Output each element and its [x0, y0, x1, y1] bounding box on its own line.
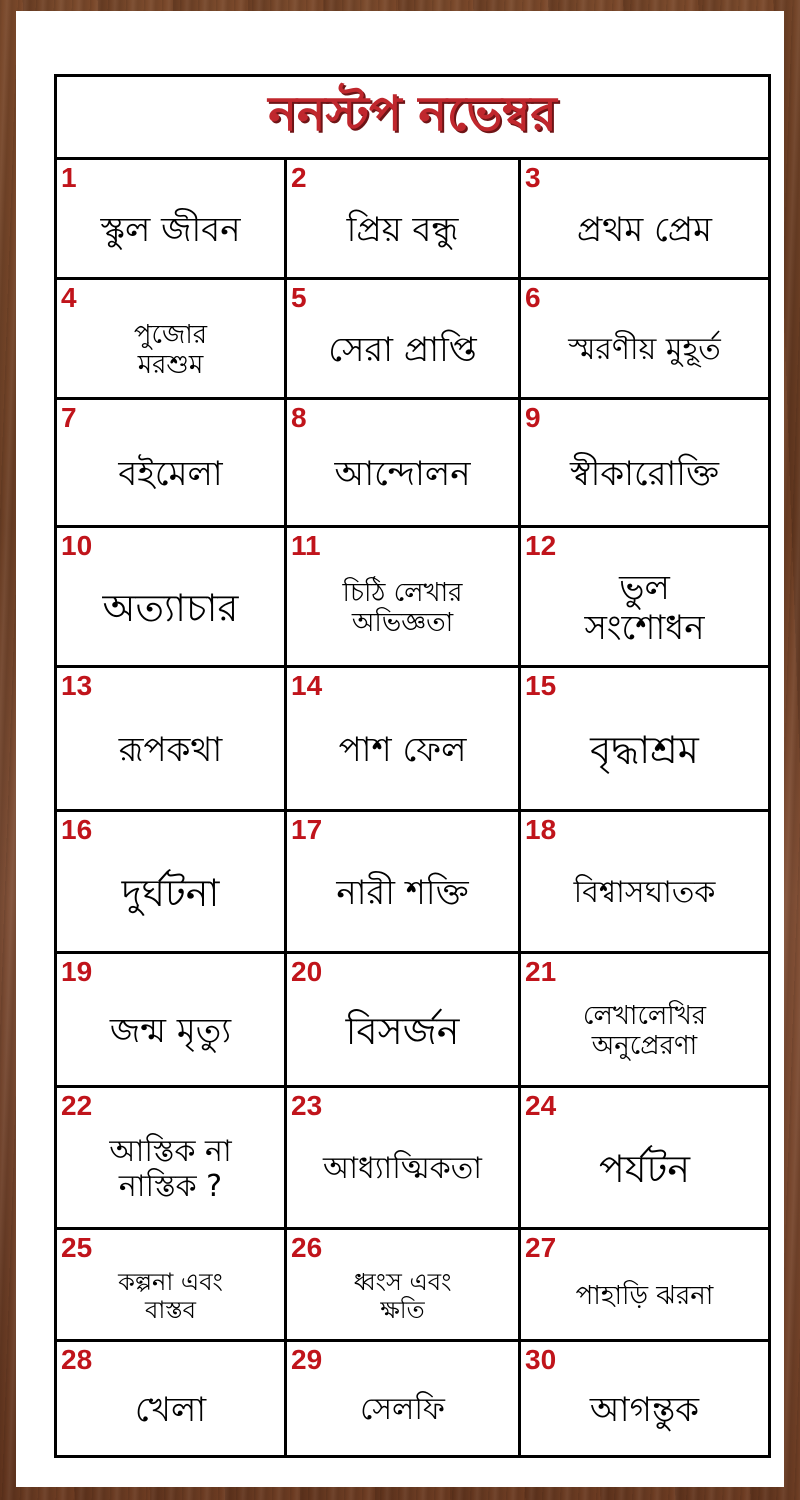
topic-line: আন্দোলন [334, 453, 471, 494]
grid-row [57, 280, 768, 400]
day-number: 15 [525, 670, 557, 701]
topic-line: বিসর্জন [345, 1008, 460, 1053]
topic-line: অনুপ্রেরণা [591, 1030, 698, 1061]
day-topic [57, 1254, 284, 1339]
day-topic [287, 978, 518, 1085]
day-cell [287, 528, 521, 665]
day-cell [521, 160, 768, 277]
day-number: 5 [291, 282, 307, 313]
day-cell [57, 812, 287, 951]
day-topic [287, 304, 518, 397]
topic-line: কল্পনা এবং [118, 1267, 223, 1296]
topic-line: মরশুম [137, 349, 204, 380]
topic-line: জন্ম মৃত্যু [109, 1010, 232, 1051]
topic-line: দুর্ঘটনা [121, 870, 220, 915]
topic-line: ক্ষতি [380, 1295, 425, 1324]
day-topic [57, 692, 284, 809]
grid-row [57, 1230, 768, 1342]
day-cell [287, 1230, 521, 1339]
topic-line: স্বীকারোক্তি [569, 453, 720, 494]
topic-line: পুজোর [133, 319, 208, 350]
day-topic [287, 1254, 518, 1339]
day-number: 14 [291, 670, 323, 701]
topic-line: প্রথম প্রেম [576, 209, 713, 250]
grid-row [57, 812, 768, 954]
paper-card [16, 11, 784, 1487]
day-cell [57, 528, 287, 665]
day-number: 9 [525, 402, 541, 433]
day-topic [521, 1254, 768, 1339]
topic-line: আধ্যাত্মিকতা [323, 1151, 482, 1187]
day-number: 2 [291, 162, 307, 193]
grid-title: ননস্টপ নভেম্বর [57, 77, 768, 160]
day-number: 27 [525, 1232, 557, 1263]
day-topic [57, 978, 284, 1085]
day-topic [57, 184, 284, 277]
day-cell [287, 280, 521, 397]
day-topic [521, 1366, 768, 1455]
grid-row [57, 160, 768, 280]
day-topic [57, 424, 284, 525]
topic-line: পর্যটন [598, 1146, 691, 1191]
day-number: 19 [61, 956, 93, 987]
grid-row [57, 954, 768, 1088]
grid-row [57, 1088, 768, 1230]
day-topic [287, 184, 518, 277]
day-cell [521, 400, 768, 525]
topic-line: খেলা [134, 1389, 207, 1430]
day-number: 16 [61, 814, 93, 845]
topic-line: অত্যাচার [102, 585, 239, 630]
grid-row [57, 668, 768, 812]
day-number: 12 [525, 530, 557, 561]
topic-line: ধ্বংস এবং [353, 1267, 452, 1296]
topic-line: চিঠি লেখার [342, 577, 463, 608]
day-number: 24 [525, 1090, 557, 1121]
challenge-grid [54, 74, 771, 1458]
day-topic [287, 1112, 518, 1227]
day-cell [57, 668, 287, 809]
topic-line: নাস্তিক ? [118, 1168, 223, 1204]
day-topic [57, 304, 284, 397]
day-topic [521, 978, 768, 1085]
day-cell [57, 1088, 287, 1227]
day-cell [57, 280, 287, 397]
day-topic [521, 424, 768, 525]
day-topic [521, 184, 768, 277]
day-number: 29 [291, 1344, 323, 1375]
day-cell [57, 400, 287, 525]
day-cell [521, 528, 768, 665]
topic-line: পাহাড়ি ঝরনা [575, 1280, 714, 1311]
topic-line: নারী শক্তি [336, 872, 469, 913]
day-cell [287, 1088, 521, 1227]
day-cell [287, 954, 521, 1085]
day-cell [287, 400, 521, 525]
day-number: 10 [61, 530, 93, 561]
day-number: 30 [525, 1344, 557, 1375]
day-number: 23 [291, 1090, 323, 1121]
day-topic [287, 1366, 518, 1455]
day-number: 28 [61, 1344, 93, 1375]
day-cell [521, 1230, 768, 1339]
day-number: 4 [61, 282, 77, 313]
day-topic [521, 552, 768, 665]
day-number: 8 [291, 402, 307, 433]
topic-line: সেরা প্রাপ্তি [328, 329, 477, 370]
day-topic [521, 304, 768, 397]
topic-line: বাস্তব [145, 1295, 196, 1324]
day-cell [57, 1230, 287, 1339]
day-cell [57, 160, 287, 277]
topic-line: আগন্তুক [589, 1389, 700, 1430]
day-number: 1 [61, 162, 77, 193]
day-topic [521, 836, 768, 951]
day-number: 20 [291, 956, 323, 987]
topic-line: সেলফি [360, 1392, 445, 1428]
topic-line: রূপকথা [118, 729, 223, 770]
topic-line: সংশোধন [584, 607, 705, 648]
topic-line: বইমেলা [118, 453, 223, 494]
topic-line: আস্তিক না [109, 1134, 232, 1169]
topic-line: বৃদ্ধাশ্রম [590, 727, 699, 772]
day-number: 21 [525, 956, 557, 987]
topic-line: স্মরণীয় মুহূর্ত [568, 332, 721, 368]
day-number: 25 [61, 1232, 93, 1263]
day-cell [287, 160, 521, 277]
day-cell [521, 812, 768, 951]
grid-row [57, 528, 768, 668]
day-cell [521, 1088, 768, 1227]
day-cell [521, 280, 768, 397]
topic-line: স্কুল জীবন [100, 209, 241, 250]
day-number: 18 [525, 814, 557, 845]
day-topic [57, 1112, 284, 1227]
day-topic [57, 836, 284, 951]
day-number: 6 [525, 282, 541, 313]
topic-line: প্রিয় বন্ধু [346, 209, 459, 250]
topic-line: ভুল [619, 568, 670, 609]
day-topic [287, 552, 518, 665]
topic-line: লেখালেখির [582, 1000, 707, 1031]
day-topic [287, 836, 518, 951]
day-number: 22 [61, 1090, 93, 1121]
day-cell [521, 668, 768, 809]
topic-line: পাশ ফেল [338, 729, 467, 770]
day-topic [287, 692, 518, 809]
day-cell [57, 954, 287, 1085]
day-topic [287, 424, 518, 525]
grid-row [57, 1342, 768, 1455]
topic-line: অভিজ্ঞতা [351, 607, 454, 638]
day-number: 13 [61, 670, 93, 701]
day-number: 26 [291, 1232, 323, 1263]
day-topic [57, 1366, 284, 1455]
day-cell [57, 1342, 287, 1455]
day-number: 3 [525, 162, 541, 193]
day-topic [521, 1112, 768, 1227]
grid-row [57, 400, 768, 528]
day-cell [521, 1342, 768, 1455]
topic-line: বিশ্বাসঘাতক [573, 875, 716, 911]
day-cell [287, 668, 521, 809]
day-cell [287, 812, 521, 951]
day-cell [287, 1342, 521, 1455]
day-number: 7 [61, 402, 77, 433]
day-cell [521, 954, 768, 1085]
day-topic [57, 552, 284, 665]
day-number: 17 [291, 814, 323, 845]
day-topic [521, 692, 768, 809]
day-number: 11 [291, 530, 321, 561]
